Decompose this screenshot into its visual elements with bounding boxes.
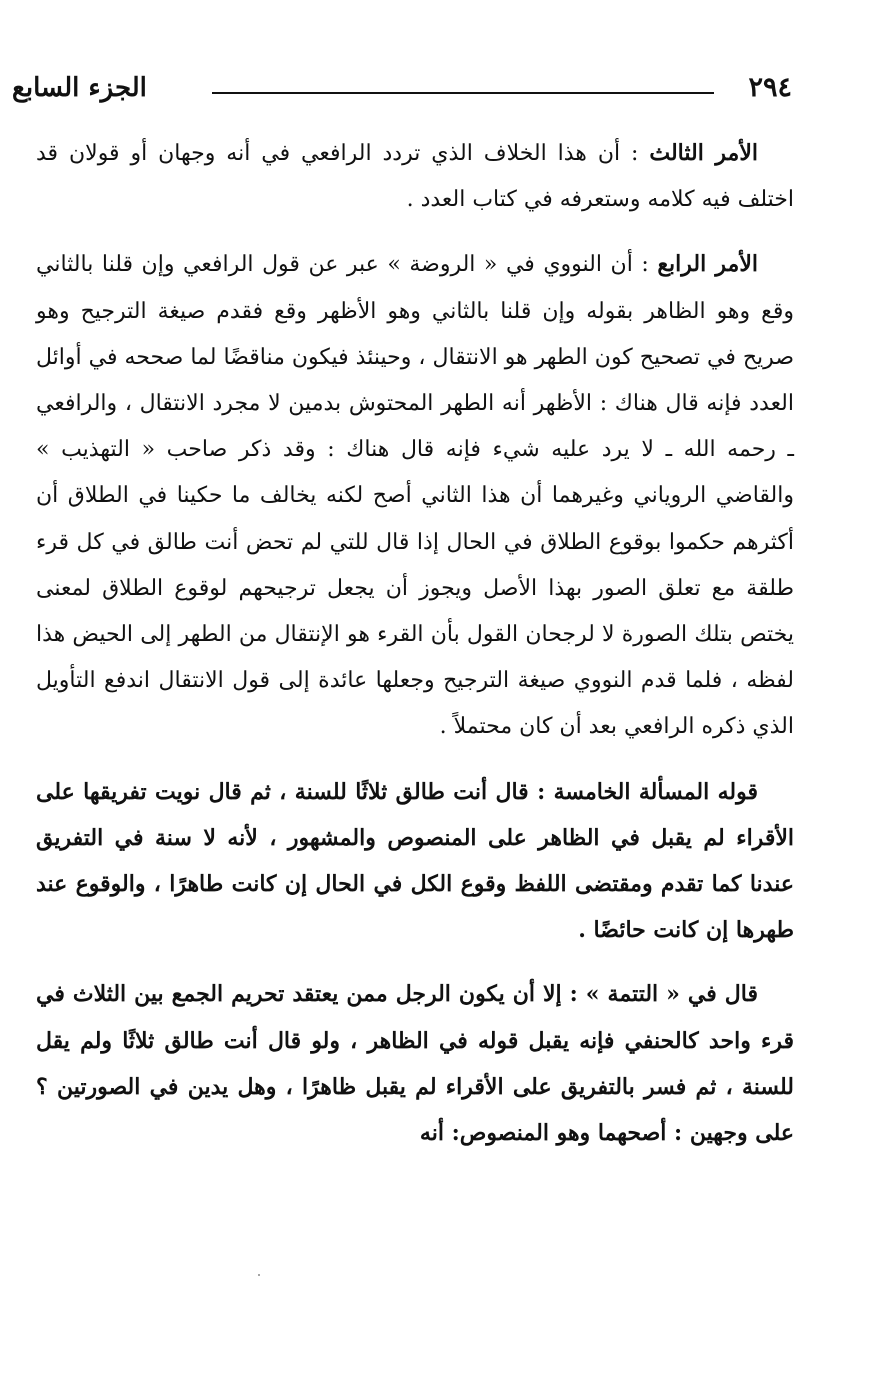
- paragraph-fifth-issue: [36, 769, 794, 954]
- scan-speck: [258, 1274, 260, 1276]
- page-number: ٢٩٤: [748, 72, 792, 103]
- page-header: [12, 68, 792, 108]
- paragraph-third-matter: [36, 130, 794, 223]
- paragraph-text: قال في « التتمة » : إلا أن يكون الرجل ممن يعتقد تحريم الجمع بين الثلاث في قرء واحد كالحنفي فإنه يقبل قوله في الظاهر ، ولو قال أنت طالق ثلاثًا ولم يقل للسنة ، ثم فسر بالتفريق على الأقراء لم يقبل ظاهرًا ، وهل يدين في الصورتين ؟ على وجهين : أصحهما وهو المنصوص: أنه: [36, 981, 794, 1147]
- paragraph-lead: الأمر الرابع: [657, 251, 759, 278]
- paragraph-fourth-matter: [36, 241, 794, 750]
- page-body: [36, 130, 794, 1156]
- paragraph-text: : أن النووي في « الروضة » عبر عن قول الرافعي وإن قلنا بالثاني وقع وهو الظاهر بقوله وإن قلنا بالثاني وهو الأظهر وقع فقدم صيغة الترجيح وهو صريح في تصحيح كون الطهر هو الانتقال ، وحينئذ فيكون مناقضًا لما صححه في أوائل العدد فإنه قال هناك : الأظهر أنه الطهر المحتوش بدمين لا مجرد الانتقال ، والرافعي ـ رحمه الله ـ لا يرد عليه شيء فإنه قال هناك : وقد ذكر صاحب « التهذيب » والقاضي الروياني وغيرهما أن هذا الثاني أصح لكنه يخالف ما حكينا في الطلاق أن أكثرهم حكموا بوقوع الطلاق في الحال إذا قال للتي لم تحض أنت طالق في كل قرء طلقة مع تعلق الصور بهذا الأصل ويجوز أن يجعل ترجيحهم لوقوع الطلاق لمعنى يختص بتلك الصورة لا لرجحان القول بأن القرء هو الإنتقال من الطهر إلى الحيض هذا لفظه ، فلما قدم النووي صيغة الترجيح وجعلها عائدة إلى قول الانتقال اندفع التأويل الذي ذكره الرافعي بعد أن كان محتملاً .: [35, 252, 794, 740]
- paragraph-text: قوله المسألة الخامسة : قال أنت طالق ثلاثًا للسنة ، ثم قال نويت تفريقها على الأقراء لم يقبل في الظاهر على المنصوص والمشهور ، لأنه لا سنة في التفريق عندنا كما تقدم ومقتضى اللفظ وقوع الكل في الحال إن كانت طاهرًا ، والوقوع عند طهرها إن كانت حائضًا .: [36, 778, 794, 944]
- header-rule: [212, 92, 714, 94]
- paragraph-tatimma-quote: [36, 971, 794, 1156]
- running-title: الجزء السابع: [12, 73, 147, 103]
- paragraph-text: : أن هذا الخلاف الذي تردد الرافعي في أنه وجهان أو قولان قد اختلف فيه كلامه وستعرفه في كتاب العدد .: [36, 141, 794, 213]
- paragraph-lead: الأمر الثالث: [649, 140, 758, 166]
